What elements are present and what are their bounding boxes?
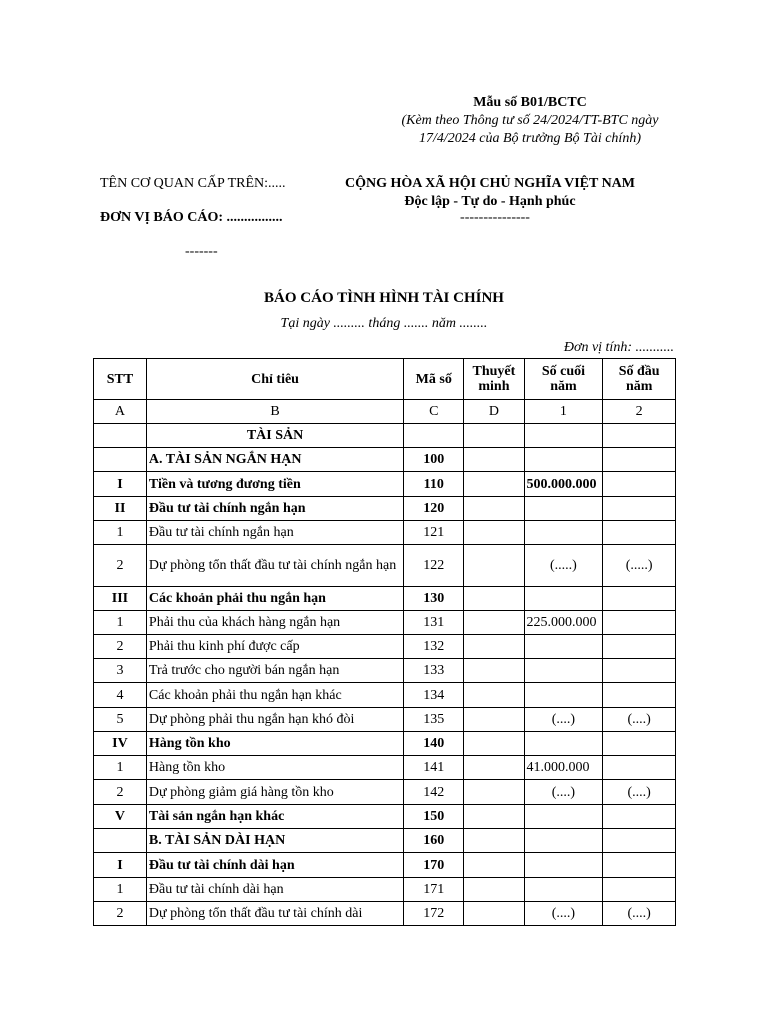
header-note-line1: Thuyết [472, 364, 516, 379]
header-note [464, 359, 524, 400]
row-note [464, 756, 524, 780]
column-letter: D [464, 400, 524, 424]
table-row [94, 611, 676, 635]
table-row [94, 635, 676, 659]
row-note [464, 545, 524, 587]
row-stt: 2 [94, 902, 147, 926]
row-begin-year-value [603, 611, 676, 635]
row-code: 141 [404, 756, 464, 780]
row-begin-year-value [603, 448, 676, 472]
row-code: 132 [404, 635, 464, 659]
row-stt: V [94, 805, 147, 829]
row-indicator: Tài sản ngắn hạn khác [146, 805, 403, 829]
row-begin-year-value [603, 853, 676, 878]
table-row [94, 497, 676, 521]
row-code: 121 [404, 521, 464, 545]
row-begin-year-value [603, 472, 676, 497]
row-indicator: Dự phòng tổn thất đầu tư tài chính ngắn hạn [146, 545, 403, 587]
row-code: 100 [404, 448, 464, 472]
row-indicator: Dự phòng giảm giá hàng tồn kho [146, 780, 403, 805]
row-begin-year-value [603, 732, 676, 756]
header-end-line2: năm [550, 379, 577, 394]
row-code: 120 [404, 497, 464, 521]
table-body [94, 424, 676, 926]
left-divider: ------- [185, 244, 218, 259]
row-end-year-value: (....) [524, 902, 603, 926]
row-indicator: Các khoản phải thu ngắn hạn khác [146, 683, 403, 708]
row-begin-year-value [603, 878, 676, 902]
row-indicator: Đầu tư tài chính dài hạn [146, 853, 403, 878]
row-note [464, 683, 524, 708]
right-divider: --------------- [460, 210, 530, 225]
row-note [464, 424, 524, 448]
row-end-year-value [524, 878, 603, 902]
row-stt: 1 [94, 521, 147, 545]
row-note [464, 587, 524, 611]
table-row [94, 521, 676, 545]
row-end-year-value [524, 521, 603, 545]
column-letter: C [404, 400, 464, 424]
row-indicator: Hàng tồn kho [146, 732, 403, 756]
row-note [464, 448, 524, 472]
row-indicator: Phải thu kinh phí được cấp [146, 635, 403, 659]
row-stt: 2 [94, 780, 147, 805]
row-note [464, 472, 524, 497]
table-row [94, 780, 676, 805]
row-indicator: Phải thu của khách hàng ngắn hạn [146, 611, 403, 635]
row-end-year-value [524, 683, 603, 708]
row-code: 172 [404, 902, 464, 926]
row-stt: 1 [94, 756, 147, 780]
row-end-year-value [524, 829, 603, 853]
row-end-year-value [524, 805, 603, 829]
row-indicator: Đầu tư tài chính ngắn hạn [146, 497, 403, 521]
row-code: 171 [404, 878, 464, 902]
row-stt: 3 [94, 659, 147, 683]
table-row [94, 448, 676, 472]
row-note [464, 635, 524, 659]
row-end-year-value [524, 424, 603, 448]
row-indicator: A. TÀI SẢN NGẮN HẠN [146, 448, 403, 472]
financial-report-table [93, 358, 676, 926]
row-end-year-value: 41.000.000 [524, 756, 603, 780]
table-row [94, 472, 676, 497]
row-note [464, 780, 524, 805]
row-indicator: Đầu tư tài chính ngắn hạn [146, 521, 403, 545]
form-code: Mẫu số B01/BCTC [473, 95, 587, 110]
table-row [94, 659, 676, 683]
row-end-year-value: 500.000.000 [524, 472, 603, 497]
form-note-line2: 17/4/2024 của Bộ trưởng Bộ Tài chính) [419, 131, 641, 146]
row-end-year-value: (....) [524, 708, 603, 732]
row-end-year-value [524, 732, 603, 756]
row-code: 135 [404, 708, 464, 732]
row-begin-year-value: (....) [603, 780, 676, 805]
row-begin-year-value: (....) [603, 708, 676, 732]
row-stt: 1 [94, 611, 147, 635]
row-begin-year-value [603, 635, 676, 659]
table-row [94, 708, 676, 732]
header-code: Mã số [404, 359, 464, 400]
reporting-unit-label: ĐƠN VỊ BÁO CÁO: ................ [100, 210, 283, 225]
row-stt: 2 [94, 545, 147, 587]
row-indicator: Dự phòng tổn thất đầu tư tài chính dài [146, 902, 403, 926]
table-row [94, 853, 676, 878]
row-indicator: Các khoản phải thu ngắn hạn [146, 587, 403, 611]
row-note [464, 853, 524, 878]
row-code: 133 [404, 659, 464, 683]
parent-agency-label: TÊN CƠ QUAN CẤP TRÊN:..... [100, 176, 286, 191]
row-stt: II [94, 497, 147, 521]
header-end-line1: Số cuối [541, 364, 586, 379]
row-stt: III [94, 587, 147, 611]
row-indicator: B. TÀI SẢN DÀI HẠN [146, 829, 403, 853]
table-row [94, 587, 676, 611]
row-note [464, 878, 524, 902]
header-begin-year [603, 359, 676, 400]
row-indicator: TÀI SẢN [146, 424, 403, 448]
row-code: 160 [404, 829, 464, 853]
row-end-year-value [524, 659, 603, 683]
header-name: Chỉ tiêu [146, 359, 403, 400]
row-end-year-value: 225.000.000 [524, 611, 603, 635]
form-code-block [380, 94, 680, 148]
row-code: 130 [404, 587, 464, 611]
header-begin-line1: Số đầu [618, 364, 660, 379]
row-begin-year-value [603, 497, 676, 521]
row-stt: 4 [94, 683, 147, 708]
row-end-year-value [524, 448, 603, 472]
report-date: Tại ngày ......... tháng ....... năm ........ [280, 316, 488, 331]
row-indicator: Đầu tư tài chính dài hạn [146, 878, 403, 902]
table-row [94, 878, 676, 902]
row-code: 134 [404, 683, 464, 708]
row-code: 122 [404, 545, 464, 587]
table-row [94, 424, 676, 448]
row-begin-year-value [603, 756, 676, 780]
row-end-year-value [524, 853, 603, 878]
row-note [464, 659, 524, 683]
row-end-year-value [524, 635, 603, 659]
row-end-year-value [524, 587, 603, 611]
row-code: 150 [404, 805, 464, 829]
header-stt: STT [94, 359, 147, 400]
row-begin-year-value [603, 683, 676, 708]
row-begin-year-value [603, 521, 676, 545]
row-indicator: Trả trước cho người bán ngắn hạn [146, 659, 403, 683]
table-row [94, 683, 676, 708]
row-note [464, 829, 524, 853]
row-note [464, 611, 524, 635]
row-begin-year-value [603, 659, 676, 683]
row-stt: 5 [94, 708, 147, 732]
header-end-year [524, 359, 603, 400]
row-note [464, 497, 524, 521]
row-stt [94, 448, 147, 472]
row-end-year-value [524, 497, 603, 521]
row-code: 110 [404, 472, 464, 497]
row-begin-year-value [603, 805, 676, 829]
row-begin-year-value [603, 829, 676, 853]
row-code: 142 [404, 780, 464, 805]
header-note-line2: minh [478, 379, 510, 394]
form-note-line1: (Kèm theo Thông tư số 24/2024/TT-BTC ngày [401, 113, 659, 128]
row-code: 131 [404, 611, 464, 635]
row-end-year-value: (.....) [524, 545, 603, 587]
row-indicator: Hàng tồn kho [146, 756, 403, 780]
row-stt [94, 424, 147, 448]
row-begin-year-value: (.....) [603, 545, 676, 587]
row-begin-year-value [603, 587, 676, 611]
row-stt [94, 829, 147, 853]
table-row [94, 756, 676, 780]
row-stt: I [94, 472, 147, 497]
row-note [464, 902, 524, 926]
row-begin-year-value: (....) [603, 902, 676, 926]
table-row [94, 732, 676, 756]
row-stt: IV [94, 732, 147, 756]
column-letter: B [146, 400, 403, 424]
row-indicator: Tiền và tương đương tiền [146, 472, 403, 497]
table-row [94, 545, 676, 587]
row-stt: I [94, 853, 147, 878]
table-row [94, 902, 676, 926]
row-code: 170 [404, 853, 464, 878]
column-letter: 2 [603, 400, 676, 424]
header-row [94, 359, 676, 400]
row-stt: 1 [94, 878, 147, 902]
row-note [464, 805, 524, 829]
table-row [94, 829, 676, 853]
row-code [404, 424, 464, 448]
row-end-year-value: (....) [524, 780, 603, 805]
row-indicator: Dự phòng phải thu ngắn hạn khó đòi [146, 708, 403, 732]
row-note [464, 708, 524, 732]
column-letter: 1 [524, 400, 603, 424]
national-title: CỘNG HÒA XÃ HỘI CHỦ NGHĨA VIỆT NAM [344, 176, 635, 191]
unit-of-measure: Đơn vị tính: ........... [563, 340, 674, 355]
header-begin-line2: năm [625, 379, 653, 394]
row-code: 140 [404, 732, 464, 756]
column-letter: A [94, 400, 147, 424]
national-motto: Độc lập - Tự do - Hạnh phúc [404, 194, 576, 209]
row-begin-year-value [603, 424, 676, 448]
table-row [94, 805, 676, 829]
row-stt: 2 [94, 635, 147, 659]
row-note [464, 732, 524, 756]
column-letter-row [94, 400, 676, 424]
row-note [464, 521, 524, 545]
report-title: BÁO CÁO TÌNH HÌNH TÀI CHÍNH [264, 290, 504, 306]
